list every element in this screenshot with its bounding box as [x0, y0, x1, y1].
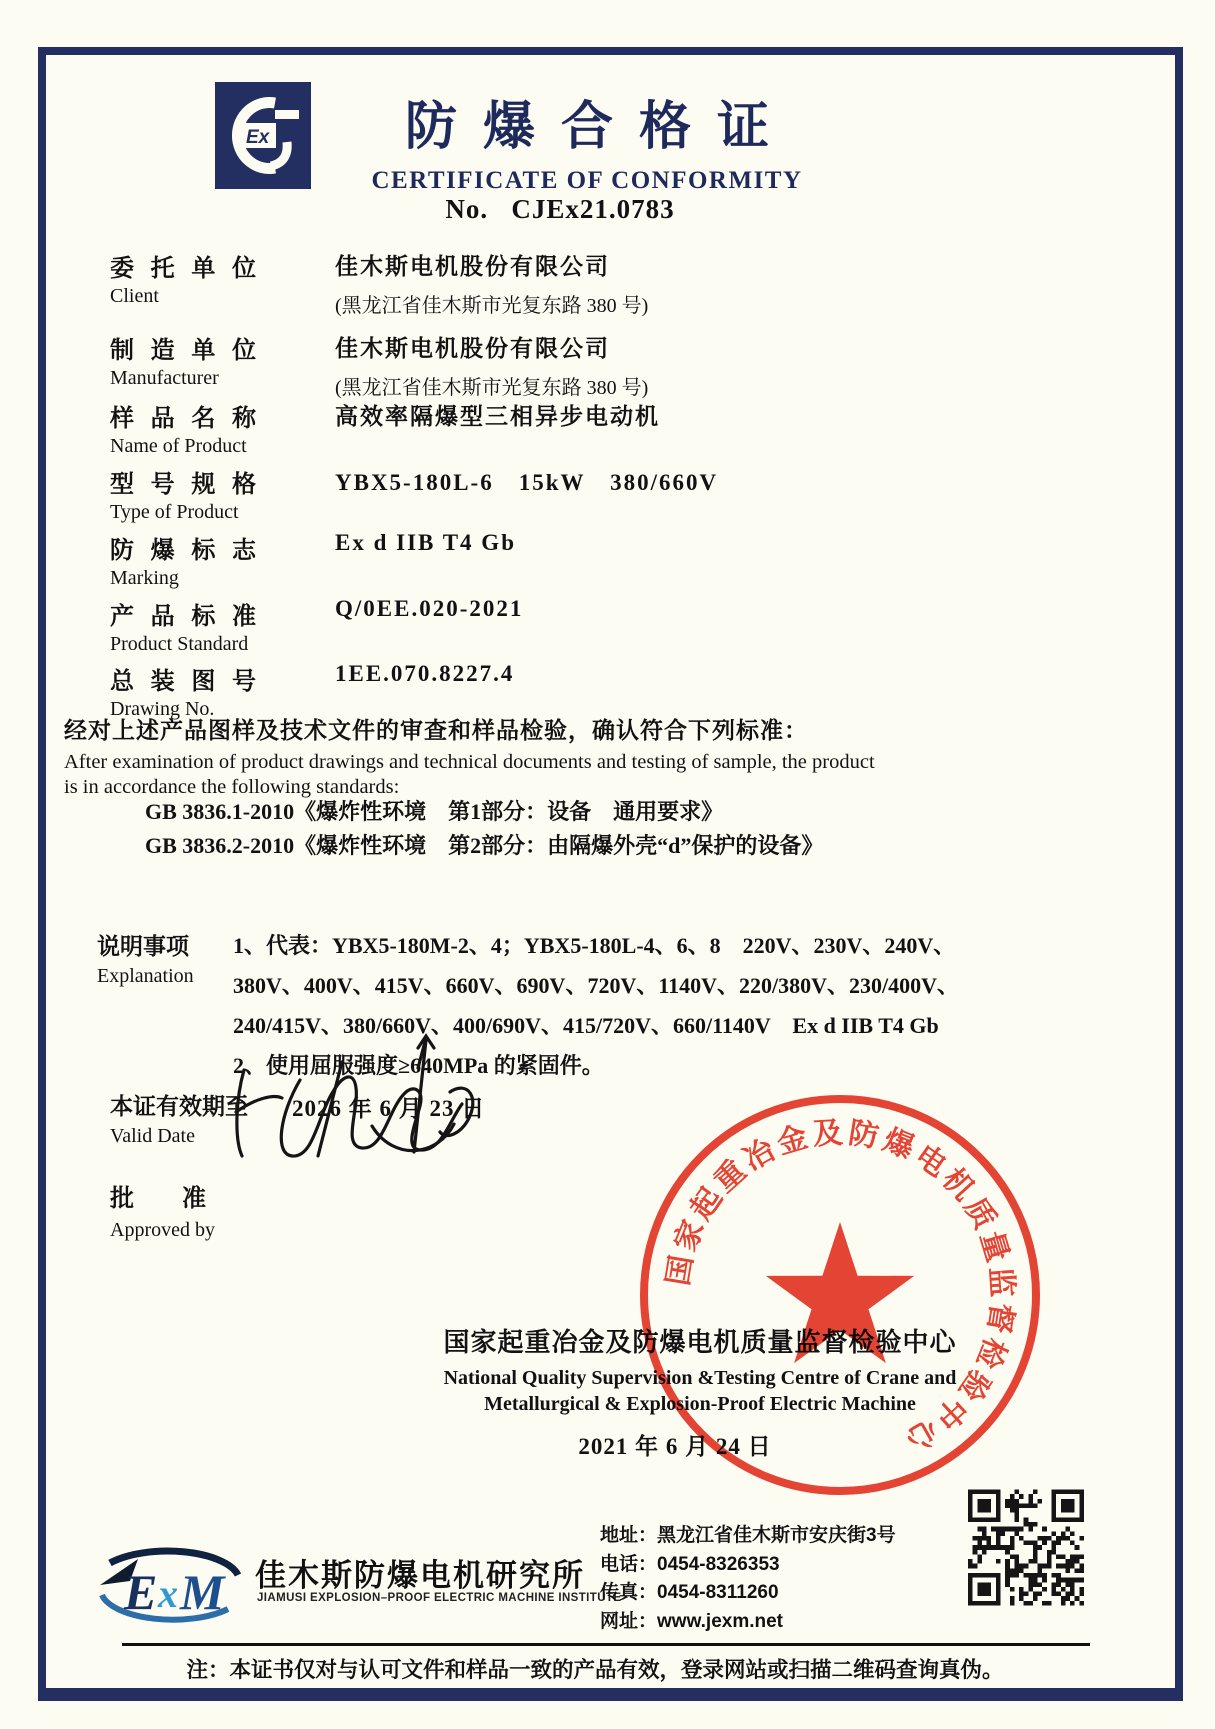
svg-text:x: x — [158, 1571, 178, 1616]
jexm-logo-icon — [90, 1545, 250, 1625]
explanation-line: 240/415V、380/660V、400/690V、415/720V、660/1140V Ex d IIB T4 Gb — [233, 1013, 939, 1038]
field-label-en: Client — [110, 285, 159, 307]
red-seal-icon — [630, 1085, 1050, 1505]
footer-divider — [122, 1643, 1090, 1646]
certificate-number-label: No. — [445, 194, 489, 224]
field-row-client — [110, 248, 1120, 317]
field-row-product-standard — [110, 596, 1120, 656]
explanation-label — [97, 928, 194, 988]
contact-fax: 传真：0454-8311260 — [600, 1582, 779, 1603]
signature-scribble-icon — [222, 1028, 492, 1178]
issuer-name-en-line1: National Quality Supervision &Testing Centre of Crane and — [443, 1367, 957, 1389]
svg-text:E: E — [124, 1564, 158, 1620]
field-label-cn: 样 品 名 称 — [110, 405, 262, 432]
field-label-en: Drawing No. — [110, 698, 215, 720]
field-label-en: Product Standard — [110, 633, 249, 655]
ex-certification-mark-logo — [215, 82, 311, 189]
official-red-stamp — [630, 1085, 1050, 1505]
standards-list — [145, 795, 1105, 863]
standard-item: GB 3836.2-2010《爆炸性环境 第2部分：由隔爆外壳“d”保护的设备》 — [145, 833, 824, 858]
field-label-cn: 委 托 单 位 — [110, 255, 262, 282]
svg-text:M: M — [180, 1564, 225, 1620]
explanation-label-en: Explanation — [97, 965, 194, 987]
field-value: Q/0EE.020-2021 — [335, 596, 524, 621]
field-value: 佳木斯电机股份有限公司 — [335, 336, 610, 361]
certificate-number-line — [300, 194, 820, 225]
valid-date-label-cn: 本证有效期至 — [110, 1093, 248, 1119]
qr-code-icon — [968, 1487, 1084, 1608]
explanation-line: 2、使用屈服强度≥640MPa 的紧固件。 — [233, 1053, 604, 1078]
ex-mark-icon — [215, 82, 311, 189]
stamp-arc-text: 国家起重冶金及防爆电机质量监督检验中心 — [661, 1116, 1019, 1458]
field-value: YBX5-180L-6 15kW 380/660V — [335, 470, 719, 495]
field-value: 佳木斯电机股份有限公司 — [335, 254, 610, 279]
approved-by-label-cn: 批 准 — [110, 1185, 206, 1212]
field-label-cn: 总 装 图 号 — [110, 668, 262, 695]
explanation-label-cn: 说明事项 — [97, 933, 189, 959]
certificate-title-en: CERTIFICATE OF CONFORMITY — [371, 167, 803, 194]
standard-item: GB 3836.1-2010《爆炸性环境 第1部分：设备 通用要求》 — [145, 799, 724, 824]
institute-name-cn: 佳木斯防爆电机研究所 — [255, 1558, 585, 1593]
institute-logo — [90, 1545, 250, 1625]
approval-signature — [222, 1028, 492, 1178]
approved-by-label — [110, 1178, 215, 1242]
bottom-note: 注：本证书仅对与认可文件和样品一致的产品有效，登录网站或扫描二维码查询真伪。 — [186, 1658, 1004, 1682]
field-value: 1EE.070.8227.4 — [335, 661, 515, 686]
statement-en-line1: After examination of product drawings and technical documents and testing of sample, the product — [64, 751, 875, 773]
field-value: 高效率隔爆型三相异步电动机 — [335, 404, 660, 429]
valid-date-label-en: Valid Date — [110, 1125, 195, 1147]
statement-cn: 经对上述产品图样及技术文件的审查和样品检验，确认符合下列标准： — [64, 717, 808, 743]
field-value-address: (黑龙江省佳木斯市光复东路 380 号) — [335, 377, 649, 399]
statement-en — [64, 750, 1124, 800]
contact-website: 网址：www.jexm.net — [600, 1610, 784, 1632]
institute-name-en: JIAMUSI EXPLOSION–PROOF ELECTRIC MACHINE INSTITUTE — [257, 1592, 622, 1604]
certificate-title-cn: 防爆合格证 — [404, 98, 795, 156]
explanation-line: 1、代表：YBX5-180M-2、4；YBX5-180L-4、6、8 220V、230V、240V、 — [233, 933, 956, 958]
contact-address: 地址：黑龙江省佳木斯市安庆街3号 — [600, 1525, 896, 1546]
field-label-cn: 制 造 单 位 — [110, 337, 262, 364]
contact-phone: 电话：0454-8326353 — [600, 1553, 780, 1575]
stamp-star-icon — [766, 1222, 914, 1363]
approved-by-label-en: Approved by — [110, 1219, 215, 1241]
contact-info — [600, 1522, 896, 1636]
field-value: Ex d IIB T4 Gb — [335, 530, 516, 555]
field-row-product-name — [110, 398, 1120, 458]
field-label-en: Name of Product — [110, 435, 247, 457]
field-row-manufacturer — [110, 330, 1120, 399]
qr-code — [968, 1487, 1084, 1608]
ex-mark-text: Ex — [246, 127, 270, 148]
field-label-cn: 产 品 标 准 — [110, 603, 262, 630]
certificate-number: CJEx21.0783 — [511, 194, 675, 224]
field-label-cn: 型 号 规 格 — [110, 471, 262, 498]
field-row-product-type — [110, 464, 1120, 524]
field-label-cn: 防 爆 标 志 — [110, 537, 262, 564]
conformity-statement — [64, 712, 1124, 800]
valid-date-value: 2026 年 6 月 23 日 — [292, 1096, 486, 1121]
issuer-name-en-line2: Metallurgical & Explosion-Proof Electric Machine — [484, 1393, 916, 1415]
field-row-marking — [110, 530, 1120, 590]
issue-date: 2021 年 6 月 24 日 — [578, 1434, 772, 1459]
field-label-en: Type of Product — [110, 501, 239, 523]
field-label-en: Manufacturer — [110, 367, 219, 389]
issuer-name-cn: 国家起重冶金及防爆电机质量监督检验中心 — [443, 1327, 957, 1357]
field-label-en: Marking — [110, 567, 179, 589]
field-value-address: (黑龙江省佳木斯市光复东路 380 号) — [335, 295, 649, 317]
statement-en-line2: is in accordance the following standards: — [64, 776, 400, 798]
explanation-line: 380V、400V、415V、660V、690V、720V、1140V、220/380V、230/400V、 — [233, 973, 960, 998]
